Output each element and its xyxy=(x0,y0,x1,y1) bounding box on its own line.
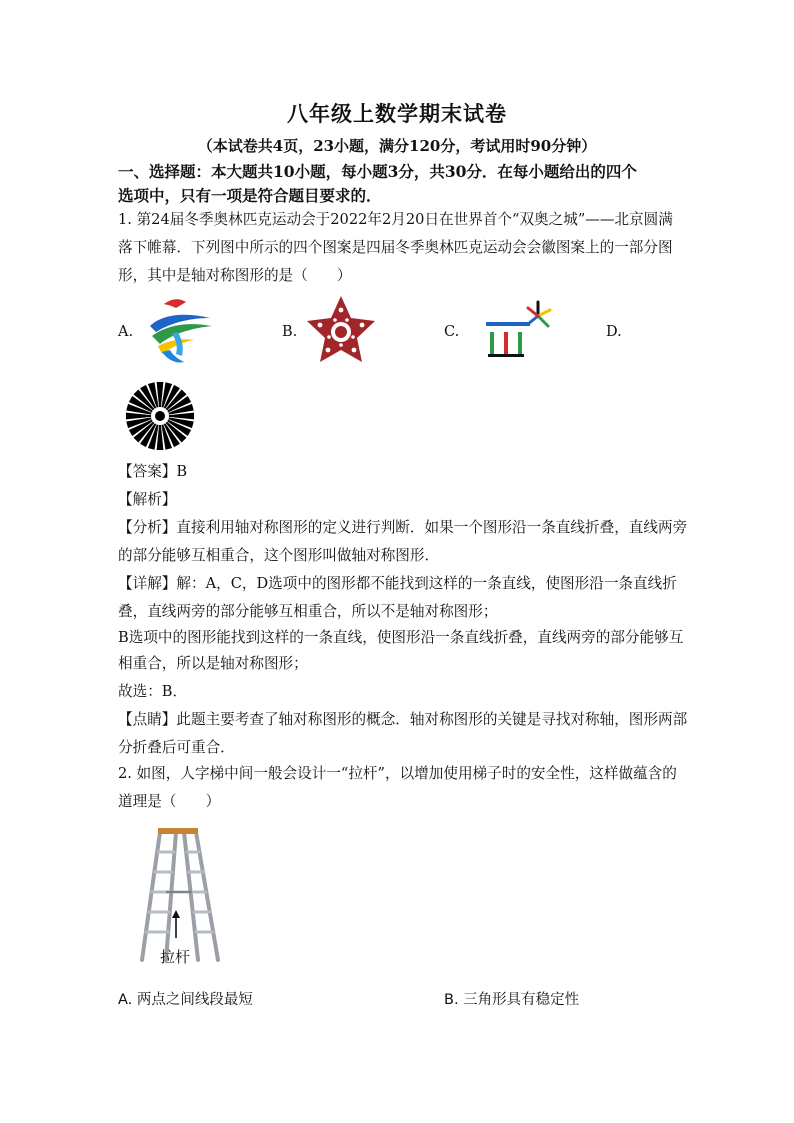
q1-stem-line3: 形，其中是轴对称图形的是（ ） xyxy=(118,267,352,284)
q1-dianjing-line2: 分折叠后可重合． xyxy=(118,739,235,756)
q1-option-c-label: C. xyxy=(444,324,460,340)
q2-stem-line1: 2. 如图，人字梯中间一般会设计一“拉杆”，以增加使用梯子时的安全性，这样做蕴含的 xyxy=(118,765,677,782)
q1-xiangjie-line1: 【详解】解：A，C，D选项中的图形都不能找到这样的一条直线，使图形沿一条直线折 xyxy=(118,575,677,592)
exam-subtitle: （本试卷共4页，23小题，满分120分，考试用时90分钟） xyxy=(197,137,597,155)
q1-answer: 【答案】B xyxy=(118,463,188,480)
q1-option-d-label: D. xyxy=(606,324,622,340)
q1-analysis-label: 【解析】 xyxy=(118,491,177,508)
q1-option-a-image xyxy=(142,296,218,368)
q1-fenxi-line2: 的部分能够互相重合，这个图形叫做轴对称图形． xyxy=(118,547,440,564)
q1-stem-line1: 1. 第24届冬季奥林匹克运动会于2022年2月20日在世界首个“双奥之城”——北京圆满 xyxy=(118,211,673,228)
q1-option-d-image xyxy=(124,380,196,452)
section-heading-line2: 选项中，只有一项是符合题目要求的． xyxy=(118,186,382,205)
q2-option-a: A. 两点之间线段最短 xyxy=(118,992,253,1008)
q1-option-b-image xyxy=(302,294,380,368)
q1-option-b-label: B. xyxy=(282,324,298,340)
q1-dianjing-line1: 【点睛】此题主要考查了轴对称图形的概念．轴对称图形的关键是寻找对称轴，图形两部 xyxy=(118,711,688,728)
q2-stem-line2: 道理是（ ） xyxy=(118,793,221,810)
q2-figure-label: 拉杆 xyxy=(160,948,191,966)
q1-xiangjie-line3: B选项中的图形能找到这样的一条直线，使图形沿一条直线折叠，直线两旁的部分能够互 xyxy=(118,629,684,646)
page-title: 八年级上数学期末试卷 xyxy=(287,101,507,126)
section-heading-line1: 一、选择题：本大题共10小题，每小题3分，共30分．在每小题给出的四个 xyxy=(118,162,637,181)
q1-stem-line2: 落下帷幕．下列图中所示的四个图案是四届冬季奥林匹克运动会会徽图案上的一部分图 xyxy=(118,239,673,256)
q1-choice: 故选：B． xyxy=(118,683,188,700)
q1-xiangjie-line2: 叠，直线两旁的部分能够互相重合，所以不是轴对称图形； xyxy=(118,603,498,620)
q1-fenxi-line1: 【分析】直接利用轴对称图形的定义进行判断．如果一个图形沿一条直线折叠，直线两旁 xyxy=(118,519,688,536)
q1-option-a-label: A. xyxy=(118,324,134,340)
q1-xiangjie-line4: 相重合，所以是轴对称图形； xyxy=(118,655,308,672)
q2-option-b: B. 三角形具有稳定性 xyxy=(444,992,580,1008)
q1-option-c-image xyxy=(484,302,554,360)
